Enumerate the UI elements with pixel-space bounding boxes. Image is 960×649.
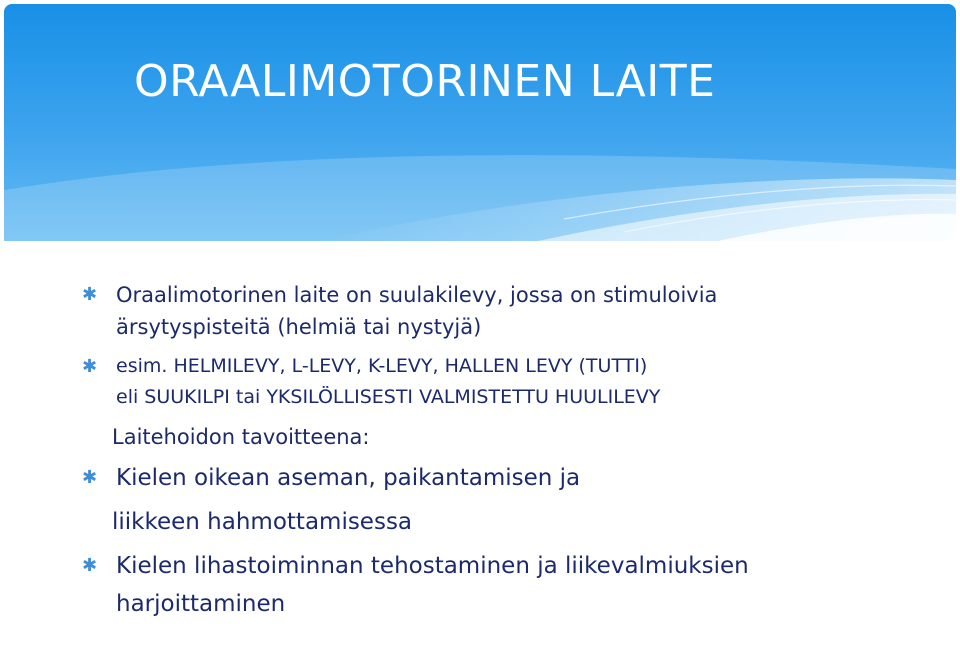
bullet-item-2-line-2: eli SUUKILPI tai YKSILÖLLISESTI VALMISTETTU HUULILEVY bbox=[116, 386, 661, 408]
bullet-item-4-line-1: Kielen lihastoiminnan tehostaminen ja liikevalmiuksien bbox=[116, 553, 749, 579]
bullet-item-3 bbox=[80, 459, 940, 497]
bullet-item-1 bbox=[80, 279, 940, 343]
asterisk-icon: ✱ bbox=[82, 284, 98, 305]
bullet-item-2 bbox=[80, 351, 940, 413]
banner-background bbox=[4, 4, 956, 244]
asterisk-icon: ✱ bbox=[82, 555, 98, 576]
bullet-item-4 bbox=[80, 547, 940, 623]
asterisk-icon: ✱ bbox=[82, 467, 98, 488]
page-title: ORAALIMOTORINEN LAITE bbox=[134, 56, 716, 107]
bullet-item-3-continuation: liikkeen hahmottamisessa bbox=[112, 509, 413, 535]
slide-body bbox=[80, 279, 940, 623]
asterisk-icon: ✱ bbox=[82, 356, 98, 377]
bullet-item-2-line-1: esim. HELMILEVY, L-LEVY, K-LEVY, HALLEN LEVY (TUTTI) bbox=[116, 355, 648, 377]
bullet-item-4-line-2: harjoittaminen bbox=[116, 591, 286, 617]
subheading: Laitehoidon tavoitteena: bbox=[112, 425, 370, 449]
title-banner bbox=[4, 4, 956, 244]
bullet-item-1-line-1: Oraalimotorinen laite on suulakilevy, jossa on stimuloivia bbox=[116, 283, 718, 307]
bullet-item-3-line-1: Kielen oikean aseman, paikantamisen ja bbox=[116, 465, 581, 491]
bullet-item-1-line-2: ärsytyspisteitä (helmiä tai nystyjä) bbox=[116, 315, 482, 339]
